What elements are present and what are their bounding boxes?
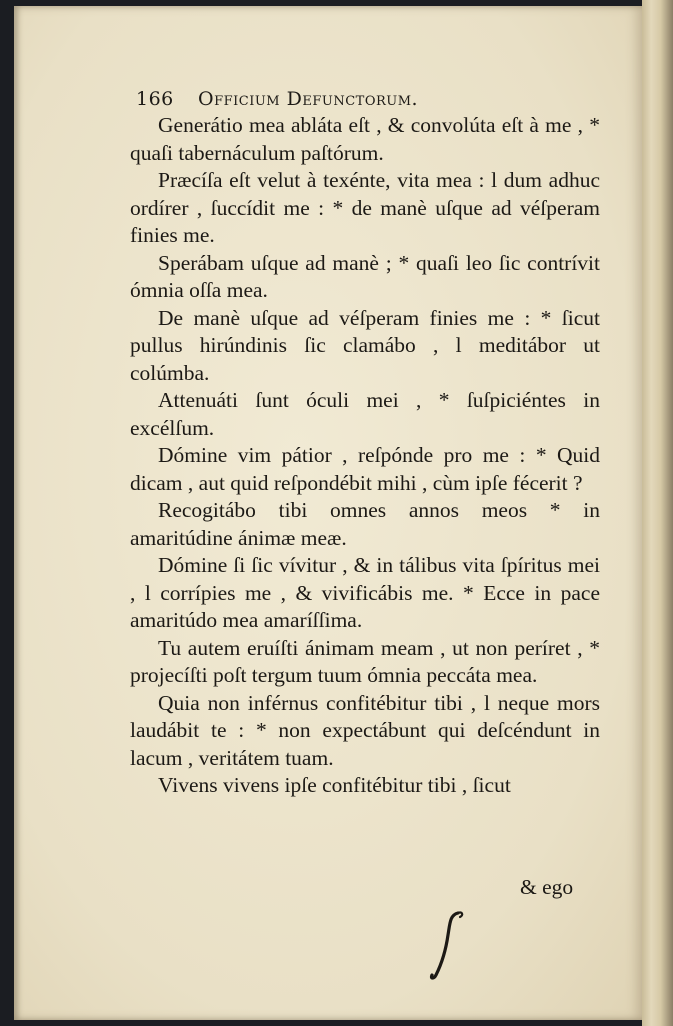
verse: Vivens vivens ipſe confitébitur tibi , ſicut — [158, 773, 511, 797]
verse: Dómine ſi ſic vívitur , & in tálibus vita ſpíritus mei , l corrípies me , & vivificábis me. * Ecce in pace amaritúdo mea amaríſſima. — [130, 553, 600, 632]
verse: De manè uſque ad véſperam finies me : * ſicut pullus hirúndinis ſic clamábo , l meditábor ut colúmba. — [130, 305, 600, 385]
page-number: 166 — [136, 88, 174, 110]
verse: Tu autem eruíſti ánimam meam , ut non períret , * projecíſti poſt tergum tuum ómnia peccáta mea. — [130, 635, 600, 687]
verse: Præcíſa eſt velut à texénte, vita mea : l dum adhuc ordírer , ſuccídit me : * de manè uſque ad véſperam finies me. — [130, 168, 600, 247]
verse: Quia non inférnus confitébitur tibi , l neque mors laudábit te : * non expectábunt qui deſcéndunt in lacum , veritátem tuam. — [130, 690, 600, 770]
body-text — [130, 112, 600, 800]
catchword: & ego — [520, 875, 574, 899]
verse: Dómine vim pátior , reſpónde pro me : * Quid dicam , aut quid reſpondébit mihi , cùm ipſe fécerit ? — [130, 443, 600, 495]
verse: Sperábam uſque ad manè ; * quaſi leo ſic contrívit ómnia oſſa mea. — [130, 250, 600, 302]
verse: Attenuáti ſunt óculi mei , * ſuſpiciéntes in excélſum. — [130, 388, 600, 440]
signature-mark — [420, 905, 470, 985]
book-gutter — [642, 0, 673, 1026]
running-title: Officium Defunctorum. — [198, 88, 419, 110]
verse: Generátio mea abláta eſt , & convolúta eſt à me , * quaſi tabernáculum paſtórum. — [130, 113, 600, 165]
verse: Recogitábo tibi omnes annos meos * in amaritúdine ánimæ meæ. — [130, 498, 600, 550]
running-header — [136, 88, 606, 110]
